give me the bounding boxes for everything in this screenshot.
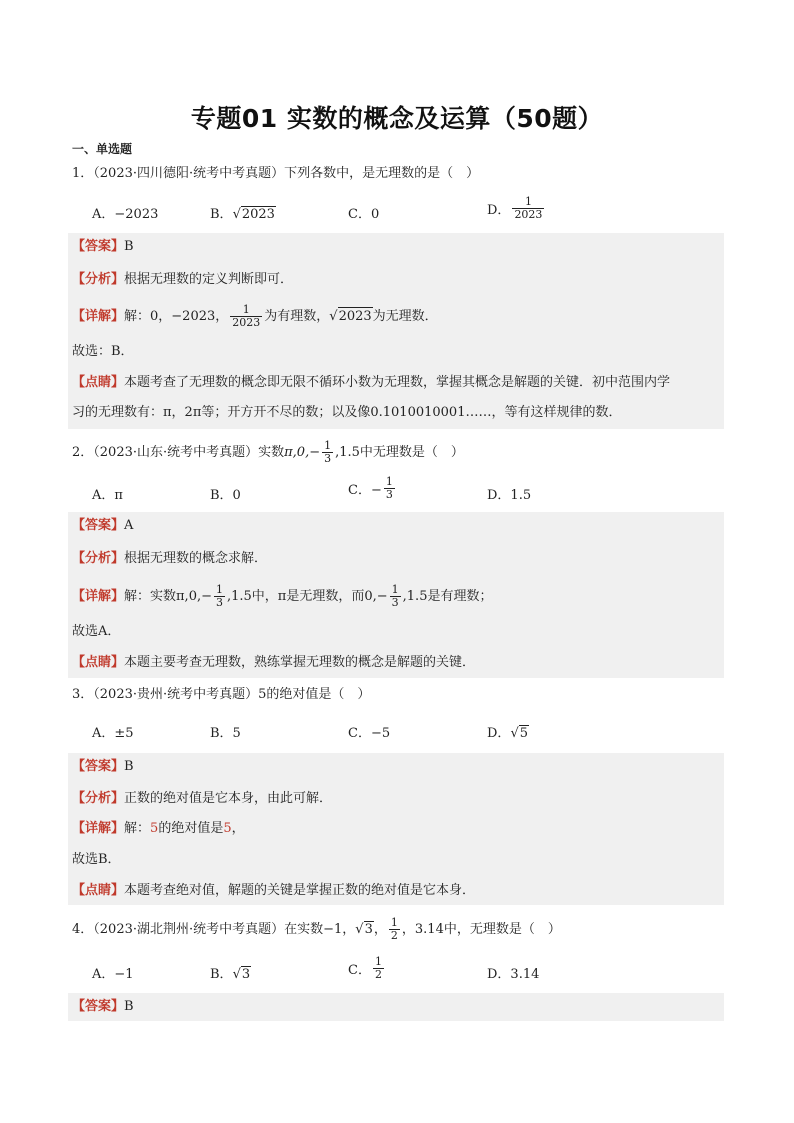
q2-choose: 故选A． — [72, 624, 121, 639]
answer-tag: 【答案】 — [72, 999, 125, 1014]
q3-option-d-radicand: 5 — [519, 726, 529, 741]
answer-tag: 【答案】 — [72, 239, 125, 254]
q4-solution-box — [68, 993, 724, 1021]
q1-option-d-numerator: 1 — [512, 196, 544, 209]
q1-option-d-fraction — [512, 196, 544, 221]
q4-option-d: D．3.14 — [487, 967, 540, 982]
q4-stem-pre: 4．（2023·湖北荆州·统考中考真题）在实数−1， — [72, 922, 356, 937]
detail-tag: 【详解】 — [72, 821, 125, 836]
q3-detail-value-2: 5 — [223, 821, 232, 836]
q1-detail-fraction — [230, 304, 262, 329]
q2-option-c-numerator: 1 — [385, 475, 393, 488]
q1-analysis — [72, 271, 293, 289]
comment-tag: 【点睛】 — [72, 375, 125, 390]
q1-option-d — [487, 196, 546, 221]
question-2-stem — [72, 440, 464, 465]
q2-analysis-text: 根据无理数的概念求解． — [124, 551, 268, 566]
q2-stem-fraction — [322, 440, 333, 465]
q4-answer — [72, 998, 134, 1016]
q3-option-d: D．√5 — [487, 726, 529, 741]
q3-detail-mid: 的绝对值是 — [158, 821, 224, 836]
page-title: 专题01 实数的概念及运算（50题） — [190, 104, 604, 133]
q2-option-c-denominator: 3 — [385, 488, 393, 501]
section-heading: 一、单选题 — [72, 142, 133, 156]
q1-detail: 【详解】解：0，−2023， $\frac{1}{2023}$ 为有理数，√2023为无理数． — [72, 303, 438, 329]
q2-option-c — [348, 476, 397, 501]
q2-stem-pre: 2．（2023·山东·统考中考真题）实数 — [72, 445, 285, 460]
q3-detail-post: ， — [231, 821, 245, 836]
q1-option-d-denominator: 2023 — [514, 208, 543, 221]
q1-option-b: B．√2023 — [210, 207, 275, 222]
q2-detail-numerator-2: 1 — [391, 583, 399, 596]
analysis-tag: 【分析】 — [72, 791, 125, 806]
q4-stem-numerator: 1 — [390, 916, 398, 929]
question-1-stem: 1．（2023·四川德阳·统考中考真题）下列各数中，是无理数的是（ ） — [72, 166, 480, 181]
detail-tag: 【详解】 — [72, 309, 125, 324]
q1-comment-line-2: 习的无理数有：π，2π等；开方开不尽的数；以及像0.1010010001……，等有这样规律的数． — [72, 405, 622, 420]
q2-detail-post: ,1.5是有理数； — [402, 589, 493, 604]
q2-answer — [72, 517, 133, 535]
q2-detail-pre: 解：实数π,0,− — [124, 589, 212, 604]
q1-answer — [72, 238, 134, 256]
q1-detail-pre: 解：0，−2023， — [124, 309, 229, 324]
q3-choose: 故选B． — [72, 852, 121, 867]
q3-option-a: A．±5 — [92, 726, 134, 741]
q4-option-b: B．√3 — [210, 967, 251, 982]
q2-stem-denominator: 3 — [324, 452, 332, 465]
q2-stem-numerator: 1 — [324, 439, 332, 452]
q4-answer-value: B — [124, 999, 134, 1014]
q3-option-c: C．−5 — [348, 726, 391, 741]
q2-detail — [72, 584, 492, 609]
analysis-tag: 【分析】 — [72, 551, 125, 566]
q4-stem-post: ，3.14中，无理数是（ ） — [401, 922, 561, 937]
q2-detail-mid: ,1.5中，π是无理数，而0,− — [227, 589, 388, 604]
q2-option-d: D．1.5 — [487, 488, 532, 503]
q3-answer-value: B — [124, 759, 134, 774]
comment-tag: 【点睛】 — [72, 883, 125, 898]
q1-detail-denominator: 2023 — [232, 316, 261, 329]
q1-comment-text-1: 本题考查了无理数的概念即无限不循环小数为无理数，掌握其概念是解题的关键．初中范围内学 — [124, 375, 671, 390]
q1-analysis-text: 根据无理数的定义判断即可． — [124, 272, 294, 287]
q3-comment — [72, 882, 475, 900]
analysis-tag: 【分析】 — [72, 272, 125, 287]
q4-option-c-fraction — [373, 956, 384, 981]
question-3-stem: 3．（2023·贵州·统考中考真题）5的绝对值是（ ） — [72, 687, 371, 702]
q3-comment-text: 本题考查绝对值，解题的关键是掌握正数的绝对值是它本身． — [124, 883, 476, 898]
q3-analysis-text: 正数的绝对值是它本身，由此可解． — [124, 791, 333, 806]
q1-option-d-label: D． — [487, 203, 511, 218]
q3-detail-pre: 解： — [124, 821, 151, 836]
q1-option-a: A．−2023 — [92, 207, 159, 222]
q2-detail-numerator: 1 — [216, 583, 223, 596]
q1-comment-line-1 — [72, 374, 670, 392]
q1-answer-value: B — [124, 239, 134, 254]
q4-option-a: A．−1 — [92, 967, 134, 982]
q4-option-b-label: B． — [210, 967, 233, 982]
q1-choose: 故选：B． — [72, 344, 134, 359]
q4-stem-denominator: 2 — [390, 929, 398, 942]
q1-option-b-radicand: 2023 — [241, 207, 275, 222]
detail-tag: 【详解】 — [72, 589, 125, 604]
q2-detail-fraction — [214, 584, 225, 609]
q2-option-a: A．π — [92, 488, 123, 503]
q4-option-c — [348, 956, 386, 981]
q3-analysis — [72, 790, 332, 808]
answer-tag: 【答案】 — [72, 759, 125, 774]
q1-option-c: C．0 — [348, 207, 380, 222]
answer-tag: 【答案】 — [72, 518, 125, 533]
q4-option-c-numerator: 1 — [374, 955, 382, 968]
q3-answer — [72, 758, 134, 776]
q1-detail-mid: 为有理数， — [264, 309, 330, 324]
q2-detail-denominator-2: 3 — [391, 596, 399, 609]
q1-detail-post: 为无理数． — [372, 309, 438, 324]
q3-detail — [72, 820, 245, 838]
q4-option-c-label: C． — [348, 963, 371, 978]
q2-detail-fraction-2 — [390, 584, 401, 609]
q2-answer-value: A — [124, 518, 134, 533]
q2-detail-denominator: 3 — [216, 596, 223, 609]
q2-option-b: B．0 — [210, 488, 241, 503]
q4-stem-fraction — [389, 917, 400, 942]
q2-option-c-label: C．− — [348, 483, 382, 498]
q1-solution-box — [68, 233, 724, 429]
q3-detail-value: 5 — [150, 821, 159, 836]
q4-stem-mid: ， — [373, 922, 387, 937]
q2-comment-text: 本题主要考查无理数，熟练掌握无理数的概念是解题的关键． — [124, 655, 476, 670]
q1-option-b-label: B． — [210, 207, 233, 222]
q2-stem-post: ,1.5中无理数是（ ） — [335, 445, 464, 460]
q4-option-b-radicand: 3 — [241, 967, 251, 982]
q4-stem-radicand: 3 — [364, 922, 373, 937]
q1-detail-numerator: 1 — [230, 304, 262, 317]
q2-option-c-fraction — [384, 476, 395, 501]
q3-option-b: B．5 — [210, 726, 241, 741]
comment-tag: 【点睛】 — [72, 655, 125, 670]
q2-stem-numbers: π,0,− — [284, 445, 321, 460]
q1-detail-radicand: 2023 — [338, 309, 372, 324]
q2-comment — [72, 654, 475, 672]
q4-option-c-denominator: 2 — [374, 968, 382, 981]
q3-option-d-label: D． — [487, 726, 511, 741]
q2-analysis — [72, 550, 267, 568]
question-4-stem: 4．（2023·湖北荆州·统考中考真题）在实数−1，√3， $\frac{1}{2}$ ，3.14中，无理数是（ ） — [72, 916, 561, 942]
